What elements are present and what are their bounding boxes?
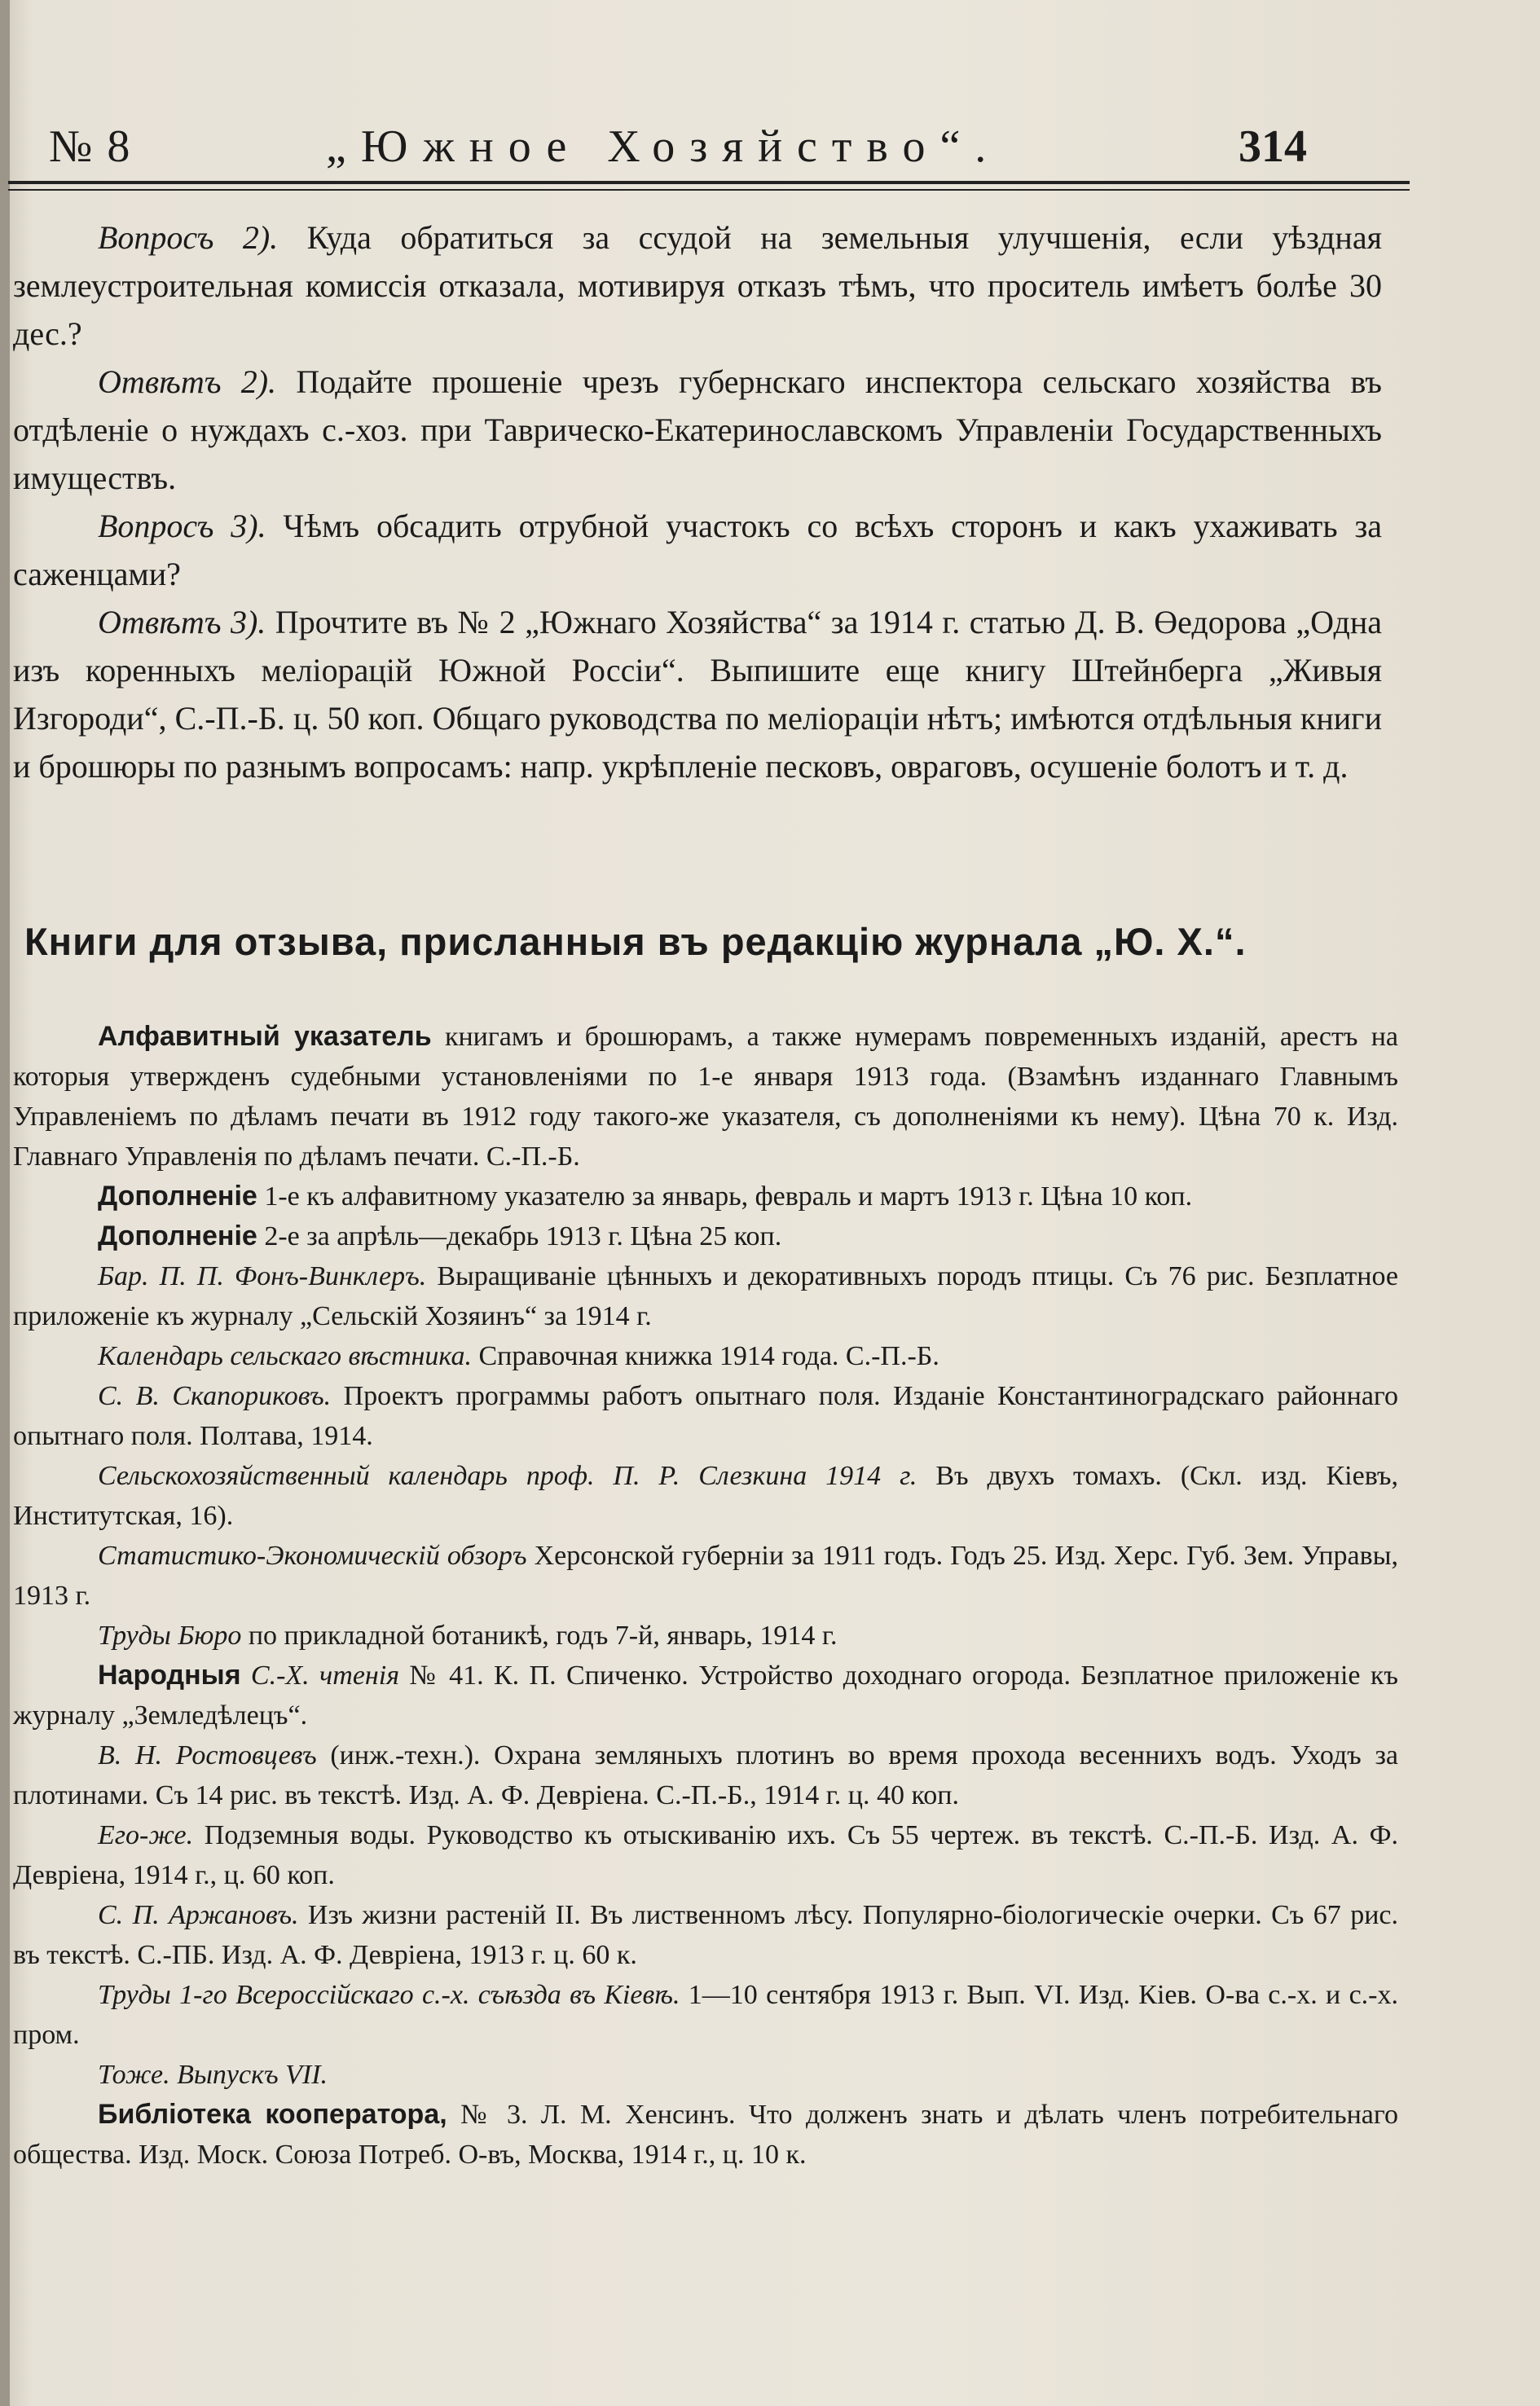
book-lead: Дополненіе bbox=[98, 1221, 257, 1251]
book-entry bbox=[13, 1336, 1398, 1376]
qa-paragraph bbox=[13, 502, 1382, 598]
book-entry bbox=[13, 1895, 1398, 1975]
book-entry bbox=[13, 1656, 1398, 1735]
book-text: Выращиваніе цѣнныхъ и декоративныхъ породъ птицы. Съ 76 рис. Безплатное приложеніе къ журналу „Сельскій Хозяинъ“ за 1914 г. bbox=[13, 1261, 1398, 1331]
book-text: книгамъ и брошюрамъ, а также нумерамъ повременныхъ изданій, арестъ на которыя утвержденъ судебными установленіями по 1-е января 1913 года. (Взамѣнъ изданнаго Главнымъ Управленіемъ по дѣламъ печати въ 1912 году такого-же указателя, съ дополненіями къ нему). Цѣна 70 к. Изд. Главнаго Управленія по дѣламъ печати. С.-П.-Б. bbox=[13, 1022, 1399, 1172]
book-entry bbox=[13, 1616, 1398, 1656]
book-text: № 41. К. П. Спиченко. Устройство доходнаго огорода. Безплатное приложеніе къ журналу „Земледѣлецъ“. bbox=[13, 1660, 1398, 1731]
questions-answers bbox=[13, 213, 1382, 790]
book-entry bbox=[13, 1177, 1398, 1216]
book-spine-shadow bbox=[0, 0, 10, 2406]
page-number: 314 bbox=[1239, 121, 1307, 172]
book-lead: Дополненіе bbox=[98, 1181, 257, 1212]
book-text: по прикладной ботаникѣ, годъ 7-й, январь, 1914 г. bbox=[241, 1621, 838, 1651]
qa-text: Прочтите въ № 2 „Южнаго Хозяйства“ за 1914 г. статью Д. В. Өедорова „Одна изъ коренныхъ меліорацій Южной Россіи“. Выпишите еще книгу Штейнберга „Живыя Изгороди“, С.-П.-Б. ц. 50 коп. Общаго руководства по меліораціи нѣтъ; имѣются отдѣльныя книги и брошюры по разнымъ вопросамъ: напр. укрѣпленіе песковъ, овраговъ, осушеніе болотъ и т. д. bbox=[13, 604, 1382, 785]
book-text: 1—10 сентября 1913 г. Вып. VI. Изд. Кіев. О-ва с.-х. и с.-х. пром. bbox=[13, 1980, 1398, 2050]
book-lead: Бар. П. П. Фонъ-Винклеръ. bbox=[98, 1261, 427, 1291]
qa-paragraph bbox=[13, 358, 1382, 502]
qa-label: Отвѣтъ 3). bbox=[98, 604, 266, 640]
book-entry bbox=[13, 1815, 1398, 1895]
qa-label: Вопросъ 3). bbox=[98, 508, 266, 544]
book-text: 1-е къ алфавитному указателю за январь, февраль и мартъ 1913 г. Цѣна 10 коп. bbox=[257, 1181, 1193, 1212]
issue-number: № 8 bbox=[49, 121, 132, 172]
section-heading: Книги для отзыва, присланныя въ редакцію журнала „Ю. Х.“. bbox=[24, 920, 1247, 963]
book-lead: Библіотека кооператора, bbox=[98, 2099, 447, 2130]
book-entry bbox=[13, 1536, 1398, 1616]
book-lead: Труды Бюро bbox=[98, 1621, 242, 1651]
book-entry bbox=[13, 1456, 1398, 1536]
book-entry bbox=[13, 1376, 1398, 1456]
book-text: № 3. Л. М. Хенсинъ. Что долженъ знать и дѣлать членъ потребительнаго общества. Изд. Моск. Союза Потреб. О-въ, Москва, 1914 г., ц. 10 к. bbox=[13, 2100, 1398, 2170]
book-lead: Алфавитный указатель bbox=[98, 1021, 432, 1052]
book-lead: Сельскохозяйственный календарь проф. П. Р. Слезкина 1914 г. bbox=[98, 1461, 917, 1491]
book-lead: Календарь сельскаго вѣстника. bbox=[98, 1341, 472, 1371]
book-text: (инж.-техн.). Охрана земляныхъ плотинъ во время прохода весеннихъ водъ. Уходъ за плотинами. Съ 14 рис. въ текстѣ. Изд. А. Ф. Девріена. С.-П.-Б., 1914 г. ц. 40 коп. bbox=[13, 1740, 1398, 1810]
qa-paragraph bbox=[13, 213, 1382, 358]
book-text: Справочная книжка 1914 года. С.-П.-Б. bbox=[471, 1341, 939, 1371]
book-entry bbox=[13, 1017, 1398, 1177]
book-text: Подземныя воды. Руководство къ отыскиванію ихъ. Съ 55 чертеж. въ текстѣ. С.-П.-Б. Изд. А. Ф. Девріена, 1914 г., ц. 60 коп. bbox=[13, 1820, 1398, 1890]
header-rule-thick bbox=[8, 181, 1410, 184]
book-lead-secondary: С.-Х. чтенія bbox=[240, 1660, 400, 1691]
book-text: Изъ жизни растеній II. Въ лиственномъ лѣсу. Популярно-біологическіе очерки. Съ 67 рис. въ текстѣ. С.-ПБ. Изд. А. Ф. Девріена, 1913 г. ц. 60 к. bbox=[13, 1900, 1398, 1970]
books-list bbox=[13, 1017, 1398, 2175]
book-lead: Тоже. Выпускъ VII. bbox=[98, 2060, 328, 2090]
book-entry bbox=[13, 2055, 1398, 2095]
qa-label: Отвѣтъ 2). bbox=[98, 363, 277, 400]
book-text: Въ двухъ томахъ. (Скл. изд. Кіевъ, Институтская, 16). bbox=[13, 1461, 1398, 1531]
book-lead: В. Н. Ростовцевъ bbox=[98, 1740, 317, 1770]
book-entry bbox=[13, 1216, 1398, 1256]
book-lead: Статистико-Экономическій обзоръ bbox=[98, 1541, 527, 1571]
qa-label: Вопросъ 2). bbox=[98, 219, 279, 256]
qa-text: Подайте прошеніе чрезъ губернскаго инспектора сельскаго хозяйства въ отдѣленіе о нуждахъ с.-хоз. при Таврическо-Екатеринославскомъ Управленіи Государственныхъ имуществъ. bbox=[13, 363, 1382, 496]
book-text: 2-е за апрѣль—декабрь 1913 г. Цѣна 25 коп. bbox=[257, 1221, 782, 1251]
book-entry bbox=[13, 1256, 1398, 1336]
running-header bbox=[16, 114, 1418, 179]
book-text: Проектъ программы работъ опытнаго поля. Изданіе Константиноградскаго районнаго опытнаго поля. Полтава, 1914. bbox=[13, 1381, 1399, 1451]
journal-title: „Южное Хозяйство“. bbox=[326, 121, 1001, 172]
book-lead: Труды 1-го Всероссійскаго с.-х. съѣзда въ Кіевѣ. bbox=[98, 1980, 680, 2010]
book-lead: С. В. Скапориковъ. bbox=[98, 1381, 332, 1411]
book-lead: Его-же. bbox=[98, 1820, 194, 1850]
book-entry bbox=[13, 1975, 1398, 2055]
qa-paragraph bbox=[13, 598, 1382, 790]
header-rule-thin bbox=[8, 189, 1410, 191]
book-text: Херсонской губерніи за 1911 годъ. Годъ 25. Изд. Херс. Губ. Зем. Управы, 1913 г. bbox=[13, 1541, 1399, 1611]
book-entry bbox=[13, 1735, 1398, 1815]
qa-text: Чѣмъ обсадить отрубной участокъ со всѣхъ сторонъ и какъ ухаживать за саженцами? bbox=[13, 508, 1382, 592]
qa-text: Куда обратиться за ссудой на земельныя улучшенія, если уѣздная землеустроительная комиссія отказала, мотивируя отказъ тѣмъ, что проситель имѣетъ болѣе 30 дес.? bbox=[13, 219, 1382, 352]
book-entry bbox=[13, 2095, 1398, 2175]
book-lead: Народныя bbox=[98, 1660, 241, 1691]
book-lead: С. П. Аржановъ. bbox=[98, 1900, 299, 1930]
